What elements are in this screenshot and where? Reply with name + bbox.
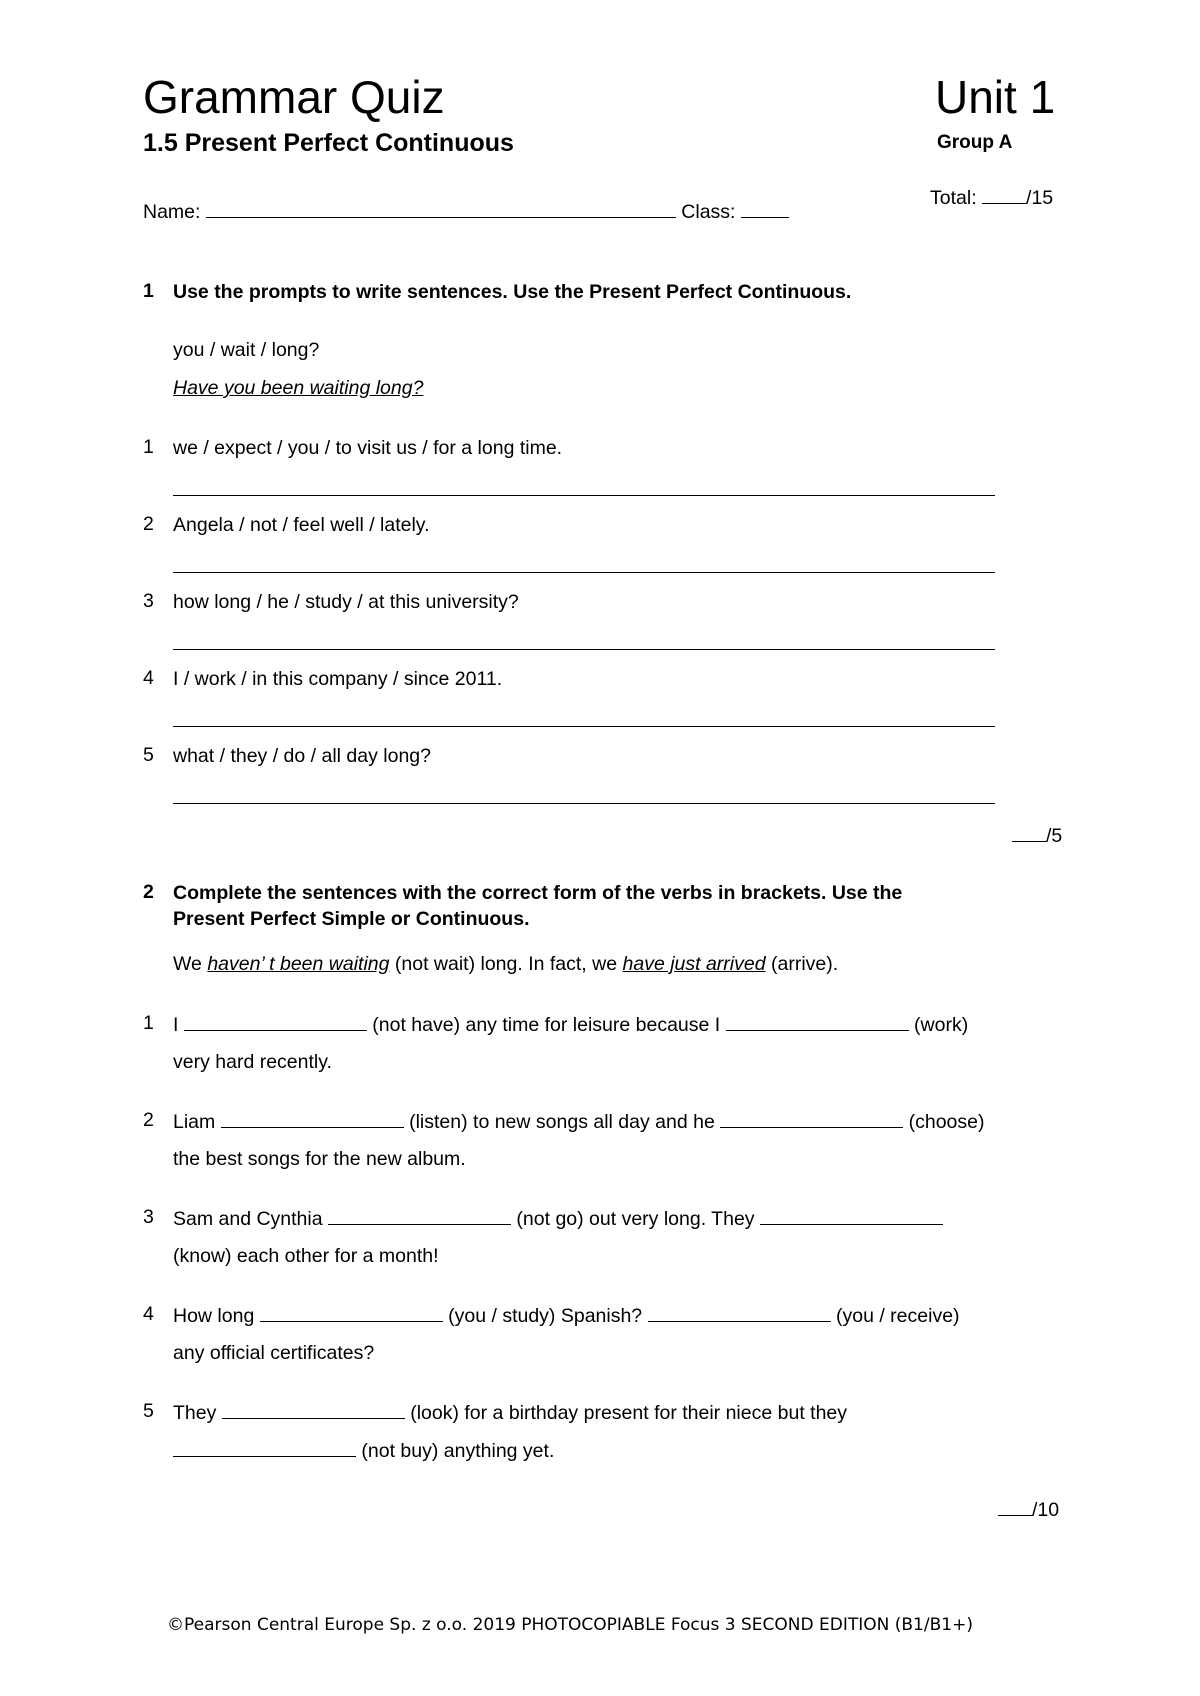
score-blank[interactable] xyxy=(1012,823,1046,842)
item-number: 1 xyxy=(143,436,154,458)
gap-blank[interactable] xyxy=(173,1438,356,1457)
total-label: Total: xyxy=(930,187,977,209)
gap-fill-line xyxy=(173,1012,968,1037)
item-number: 4 xyxy=(143,667,154,689)
item-text: Sam and Cynthia xyxy=(173,1208,329,1230)
answer-line[interactable] xyxy=(173,495,995,496)
item-number: 5 xyxy=(143,1400,154,1422)
item-number: 3 xyxy=(143,1206,154,1228)
exercise-2-score xyxy=(998,1497,1059,1522)
answer-line[interactable] xyxy=(173,649,995,650)
item-prompt: Angela / not / feel well / lately. xyxy=(173,514,430,536)
gap-fill-line xyxy=(173,1206,943,1231)
item-text: (work) xyxy=(908,1014,969,1036)
item-prompt: we / expect / you / to visit us / for a long time. xyxy=(173,437,563,459)
gap-fill-line xyxy=(173,1109,985,1134)
item-prompt: what / they / do / all day long? xyxy=(173,745,431,767)
total-score xyxy=(930,185,1053,210)
gap-blank[interactable] xyxy=(222,1400,405,1419)
item-prompt: how long / he / study / at this university? xyxy=(173,591,519,613)
gap-blank[interactable] xyxy=(720,1109,903,1128)
quiz-subtitle: 1.5 Present Perfect Continuous xyxy=(143,129,514,157)
exercise-2-instruction-line1: Complete the sentences with the correct form of the verbs in brackets. Use the xyxy=(173,882,903,904)
gap-blank[interactable] xyxy=(726,1012,909,1031)
gap-blank[interactable] xyxy=(648,1303,831,1322)
gap-blank[interactable] xyxy=(328,1206,511,1225)
item-continuation: very hard recently. xyxy=(173,1051,332,1073)
answer-line[interactable] xyxy=(173,726,995,727)
example-prompt: you / wait / long? xyxy=(173,339,320,361)
exercise-1-number: 1 xyxy=(143,280,154,302)
item-text: (you / study) Spanish? xyxy=(442,1305,648,1327)
unit-label: Unit 1 xyxy=(935,71,1056,123)
item-text: (not buy) anything yet. xyxy=(356,1440,555,1462)
score-blank[interactable] xyxy=(998,1497,1032,1516)
example-text: (not wait) long. In fact, we xyxy=(389,953,623,975)
example-answer: have just arrived xyxy=(622,953,766,975)
gap-fill-line xyxy=(173,1400,847,1425)
gap-fill-line xyxy=(173,1438,554,1463)
item-number: 2 xyxy=(143,1109,154,1131)
name-label: Name: xyxy=(143,201,201,223)
item-text: (you / receive) xyxy=(830,1305,960,1327)
item-text: They xyxy=(173,1402,222,1424)
answer-line[interactable] xyxy=(173,572,995,573)
item-number: 2 xyxy=(143,513,154,535)
gap-blank[interactable] xyxy=(221,1109,404,1128)
exercise-2-instruction-line2: Present Perfect Simple or Continuous. xyxy=(173,908,530,930)
item-continuation: any official certificates? xyxy=(173,1342,375,1364)
name-blank[interactable] xyxy=(206,199,676,218)
class-label: Class: xyxy=(681,201,736,223)
score-max: /5 xyxy=(1046,825,1063,847)
gap-blank[interactable] xyxy=(760,1206,943,1225)
gap-blank[interactable] xyxy=(184,1012,367,1031)
item-text: (not go) out very long. They xyxy=(511,1208,760,1230)
total-blank[interactable] xyxy=(982,185,1026,204)
item-continuation: the best songs for the new album. xyxy=(173,1148,466,1170)
example-text: (arrive). xyxy=(765,953,839,975)
gap-fill-line xyxy=(173,1303,960,1328)
item-number: 1 xyxy=(143,1012,154,1034)
item-text: (not have) any time for leisure because I xyxy=(366,1014,726,1036)
group-label: Group A xyxy=(937,132,1013,153)
gap-blank[interactable] xyxy=(260,1303,443,1322)
item-text: (choose) xyxy=(903,1111,985,1133)
item-text: I xyxy=(173,1014,184,1036)
quiz-title: Grammar Quiz xyxy=(143,71,445,123)
name-field xyxy=(143,199,789,224)
item-text: (look) for a birthday present for their niece but they xyxy=(404,1402,848,1424)
exercise-2-number: 2 xyxy=(143,881,154,903)
exercise-2-example xyxy=(173,952,838,976)
total-max: /15 xyxy=(1026,187,1054,209)
exercise-1-instruction: Use the prompts to write sentences. Use the Present Perfect Continuous. xyxy=(173,281,852,303)
example-text: We xyxy=(173,953,208,975)
footer-copyright: ©Pearson Central Europe Sp. z o.o. 2019 PHOTOCOPIABLE Focus 3 SECOND EDITION (B1/B1+) xyxy=(167,1615,973,1635)
item-number: 4 xyxy=(143,1303,154,1325)
score-max: /10 xyxy=(1032,1499,1060,1521)
item-text: How long xyxy=(173,1305,260,1327)
item-text: Liam xyxy=(173,1111,221,1133)
item-text: (listen) to new songs all day and he xyxy=(403,1111,721,1133)
answer-line[interactable] xyxy=(173,803,995,804)
class-blank[interactable] xyxy=(741,199,789,218)
item-continuation: (know) each other for a month! xyxy=(173,1245,439,1267)
item-number: 5 xyxy=(143,744,154,766)
item-number: 3 xyxy=(143,590,154,612)
example-answer: haven’ t been waiting xyxy=(207,953,390,975)
example-answer: Have you been waiting long? xyxy=(173,377,424,399)
item-prompt: I / work / in this company / since 2011. xyxy=(173,668,503,690)
exercise-1-score xyxy=(1012,823,1062,848)
